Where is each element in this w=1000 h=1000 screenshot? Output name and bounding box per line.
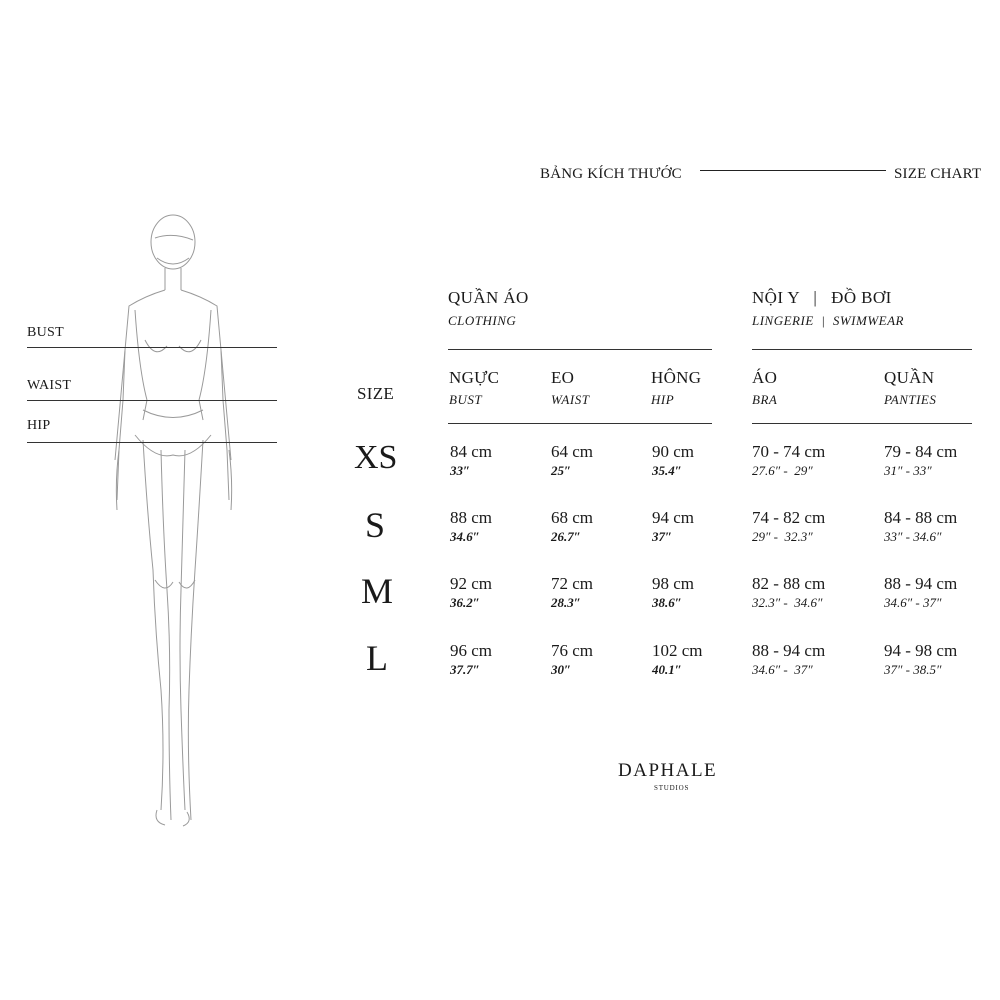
column-header-label: HÔNG bbox=[651, 368, 702, 387]
table-cell bbox=[450, 575, 492, 609]
column-header-label: QUẦN bbox=[884, 368, 935, 387]
clothing-header-rule-top bbox=[448, 349, 712, 350]
cell-in: 36.2″ bbox=[450, 595, 480, 610]
table-cell bbox=[884, 509, 957, 543]
size-column-header: SIZE bbox=[357, 384, 395, 403]
table-cell bbox=[551, 443, 593, 477]
cell-cm: 96 cm bbox=[450, 641, 493, 660]
hip-label: HIP bbox=[27, 418, 51, 433]
size-label-s: S bbox=[365, 505, 386, 545]
table-cell bbox=[551, 575, 593, 609]
table-cell bbox=[752, 443, 825, 477]
table-cell bbox=[752, 509, 825, 543]
cell-cm: 88 cm bbox=[450, 508, 493, 527]
size-label-xs: XS bbox=[354, 439, 398, 476]
cell-in: 37.7″ bbox=[450, 662, 480, 677]
cell-cm: 92 cm bbox=[450, 574, 493, 593]
lingerie-header-rule-top bbox=[752, 349, 972, 350]
lingerie-group-subtitle: LINGERIE | SWIMWEAR bbox=[752, 313, 904, 328]
cell-in: 34.6″ - 37″ bbox=[884, 595, 942, 610]
lingerie-group-title: NỘI Y | ĐỒ BƠI bbox=[752, 288, 892, 307]
fashion-figure-illustration bbox=[95, 210, 255, 830]
table-cell bbox=[551, 642, 593, 676]
cell-in: 25″ bbox=[551, 463, 572, 478]
waist-label: WAIST bbox=[27, 378, 72, 393]
cell-in: 35.4″ bbox=[652, 463, 682, 478]
table-cell bbox=[551, 509, 593, 543]
cell-in: 34.6″ bbox=[450, 529, 480, 544]
column-header-label: EO bbox=[551, 368, 575, 387]
table-cell bbox=[752, 642, 825, 676]
cell-in: 34.6″ - 37″ bbox=[752, 662, 813, 677]
column-header-hip bbox=[651, 368, 701, 408]
cell-in: 31″ - 33″ bbox=[884, 463, 932, 478]
table-cell bbox=[450, 642, 492, 676]
table-cell bbox=[450, 443, 492, 477]
brand-sub: STUDIOS bbox=[654, 784, 690, 792]
table-cell bbox=[752, 575, 825, 609]
column-header-bra bbox=[752, 368, 777, 408]
clothing-group-title: QUẦN ÁO bbox=[448, 288, 529, 307]
cell-in: 33″ bbox=[450, 463, 471, 478]
cell-cm: 88 - 94 cm bbox=[884, 574, 958, 593]
cell-in: 37″ bbox=[652, 529, 673, 544]
column-header-panties bbox=[884, 368, 936, 408]
bust-label: BUST bbox=[27, 325, 64, 340]
bust-line bbox=[27, 347, 277, 348]
cell-cm: 72 cm bbox=[551, 574, 594, 593]
cell-cm: 84 cm bbox=[450, 442, 493, 461]
cell-cm: 68 cm bbox=[551, 508, 594, 527]
cell-in: 28.3″ bbox=[551, 595, 581, 610]
column-header-sub: WAIST bbox=[551, 392, 590, 407]
table-cell bbox=[884, 443, 957, 477]
cell-cm: 98 cm bbox=[652, 574, 695, 593]
column-header-sub: PANTIES bbox=[884, 392, 937, 407]
cell-cm: 90 cm bbox=[652, 442, 695, 461]
cell-in: 33″ - 34.6″ bbox=[884, 529, 942, 544]
lingerie-header-rule-bottom bbox=[752, 423, 972, 424]
column-header-label: ÁO bbox=[752, 368, 778, 387]
cell-in: 38.6″ bbox=[652, 595, 682, 610]
chart-title-en: SIZE CHART bbox=[894, 166, 982, 182]
table-cell bbox=[652, 443, 694, 477]
cell-cm: 79 - 84 cm bbox=[884, 442, 958, 461]
table-cell bbox=[884, 642, 957, 676]
cell-cm: 76 cm bbox=[551, 641, 594, 660]
waist-line bbox=[27, 400, 277, 401]
clothing-header-rule-bottom bbox=[448, 423, 712, 424]
cell-in: 26.7″ bbox=[551, 529, 581, 544]
cell-cm: 74 - 82 cm bbox=[752, 508, 826, 527]
brand-logo: DAPHALE bbox=[618, 760, 718, 781]
table-cell bbox=[450, 509, 492, 543]
column-header-sub: BRA bbox=[752, 392, 778, 407]
cell-in: 32.3″ - 34.6″ bbox=[752, 595, 823, 610]
header-divider bbox=[700, 170, 886, 171]
table-cell bbox=[652, 509, 694, 543]
column-header-waist bbox=[551, 368, 589, 408]
table-cell bbox=[652, 575, 694, 609]
cell-in: 27.6″ - 29″ bbox=[752, 463, 813, 478]
cell-in: 40.1″ bbox=[652, 662, 682, 677]
cell-cm: 102 cm bbox=[652, 641, 703, 660]
chart-title-vi: BẢNG KÍCH THƯỚC bbox=[540, 166, 682, 182]
cell-cm: 82 - 88 cm bbox=[752, 574, 826, 593]
cell-cm: 64 cm bbox=[551, 442, 594, 461]
table-cell bbox=[884, 575, 957, 609]
column-header-label: NGỰC bbox=[449, 368, 500, 387]
column-header-sub: BUST bbox=[449, 392, 483, 407]
hip-line bbox=[27, 442, 277, 443]
cell-cm: 94 cm bbox=[652, 508, 695, 527]
cell-in: 37″ - 38.5″ bbox=[884, 662, 942, 677]
cell-cm: 94 - 98 cm bbox=[884, 641, 958, 660]
cell-cm: 88 - 94 cm bbox=[752, 641, 826, 660]
clothing-group-subtitle: CLOTHING bbox=[448, 313, 517, 328]
size-label-l: L bbox=[366, 638, 388, 678]
cell-in: 29″ - 32.3″ bbox=[752, 529, 813, 544]
size-label-m: M bbox=[361, 571, 394, 611]
column-header-bust bbox=[449, 368, 499, 408]
column-header-sub: HIP bbox=[651, 392, 675, 407]
cell-cm: 84 - 88 cm bbox=[884, 508, 958, 527]
cell-in: 30″ bbox=[551, 662, 572, 677]
table-cell bbox=[652, 642, 703, 676]
cell-cm: 70 - 74 cm bbox=[752, 442, 826, 461]
